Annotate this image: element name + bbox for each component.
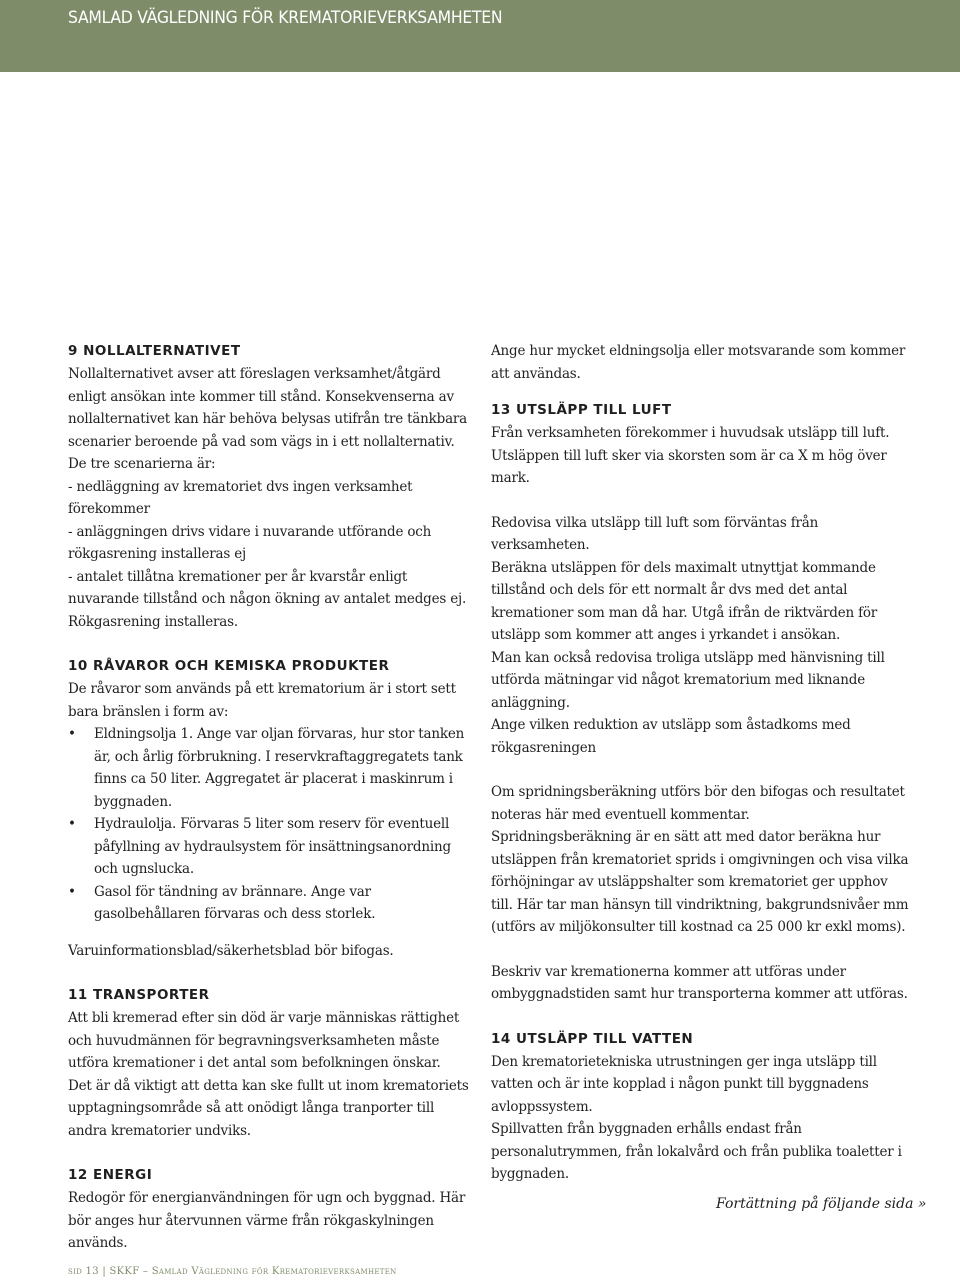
header-bar (0, 0, 960, 72)
section-13-p7: Om spridningsberäkning utförs bör den bifogas och resultatet noteras här med eventuell kommentar. (491, 784, 905, 823)
section-10-heading: 10 RÅVAROR OCH KEMISKA PRODUKTER (68, 658, 390, 674)
left-column (68, 340, 473, 1255)
section-13-p4: Beräkna utsläppen för dels maximalt utnyttjat kommande tillstånd och dels för ett normalt år dvs med det antal kremationer som man då har. Utgå ifrån de riktvärden för utsläpp som kommer att anges i yrkandet i ansökan. (491, 559, 878, 643)
section-14-p1: Den krematorietekniska utrustningen ger inga utsläpp till vatten och är inte kopplad i någon punkt till byggnadens avloppssystem. (491, 1053, 877, 1115)
fuel-usage-text: Ange hur mycket eldningsolja eller motsvarande som kommer att användas. (491, 343, 906, 382)
section-12-heading: 12 ENERGI (68, 1167, 153, 1183)
section-13-p2: Utsläppen till luft sker via skorsten som är ca X m hög över mark. (491, 447, 887, 486)
section-13-heading: 13 UTSLÄPP TILL LUFT (491, 402, 672, 418)
section-13-p1: Från verksamheten förekommer i huvudsak utsläpp till luft. (491, 425, 890, 441)
section-10-note: Varuinformationsblad/säkerhetsblad bör bifogas. (68, 942, 394, 959)
scenario-item: - antalet tillåtna kremationer per år kvarstår enligt nuvarande tillstånd och någon ökning av antalet medges ej. Rökgasrening installeras. (68, 568, 467, 630)
right-column (491, 340, 911, 1186)
section-14-heading: 14 UTSLÄPP TILL VATTEN (491, 1030, 694, 1047)
section-13-p6: Ange vilken reduktion av utsläpp som åstadkoms med rökgasreningen (491, 717, 851, 756)
page-footer: sid 13 | SKKF – Samlad Vägledning för Krematorieverksamheten (68, 1266, 397, 1277)
section-13-p8: Spridningsberäkning är en sätt att med dator beräkna hur utsläppen från krematoriet sprids i omgivningen och visa vilka förhöjningar av utsläppshalter som krematoriet ger upphov till. Här tar man hänsyn till vindriktning, bakgrundsnivåer mm (utförs av miljökonsulter till kostnad ca 25 000 kr exkl moms). (491, 829, 909, 935)
section-10-intro: De råvaror som används på ett krematorium är i stort sett bara bränslen i form av: (68, 681, 456, 720)
scenario-item: - anläggningen drivs vidare i nuvarande utförande och rökgasrening installeras ej (68, 523, 432, 562)
section-12-p1: Redogör för energianvändningen för ugn och byggnad. Här bör anges hur återvunnen värme från rökgaskylningen används. (68, 1190, 466, 1251)
section-9-list-intro: De tre scenarierna är: (68, 456, 216, 472)
document-title: SAMLAD VÄGLEDNING FÖR KREMATORIEVERKSAMHETEN (68, 8, 503, 28)
section-13-p9: Beskriv var kremationerna kommer att utföras under ombyggnadstiden samt hur transporterna kommer att utföras. (491, 963, 908, 1002)
raw-material-item: • Eldningsolja 1. Ange var oljan förvaras, hur stor tanken är, och årlig förbrukning. I reservkraftaggregatets tank finns ca 50 liter. Aggregatet är placerat i maskinrum i byggnaden. (68, 723, 473, 813)
section-11-p2: Det är då viktigt att detta kan ske fullt ut inom krematoriets upptagningsområde så att onödigt långa tranporter till andra krematorier undviks. (68, 1077, 469, 1139)
section-9-intro: Nollalternativet avser att föreslagen verksamhet/åtgärd enligt ansökan inte kommer till stånd. Konsekvenserna av nollalternativet kan här behöva belysas utifrån tre tänkbara scenarier beroende på vad som vägs in i ett nollalternativ. (68, 366, 468, 450)
section-13-p3: Redovisa vilka utsläpp till luft som förväntas från verksamheten. (491, 514, 819, 553)
raw-material-item: • Hydraulolja. Förvaras 5 liter som reserv för eventuell påfyllning av hydraulsystem för insättningsanordning och ugnslucka. (68, 813, 473, 881)
section-13-p5: Man kan också redovisa troliga utsläpp med hänvisning till utförda mätningar vid något krematorium med liknande anläggning. (491, 649, 885, 711)
section-9-heading: 9 NOLLALTERNATIVET (68, 343, 241, 359)
section-14-p2: Spillvatten från byggnaden erhålls endast från personalutrymmen, från lokalvård och från publika toaletter i byggnaden. (491, 1121, 902, 1182)
section-11-p1: Att bli kremerad efter sin död är varje människas rättighet och huvudmännen för begravningsverksamheten måste utföra kremationer i det antal som befolkningen önskar. (68, 1010, 460, 1071)
continued-note: Fortättning på följande sida » (716, 1196, 927, 1212)
scenario-item: - nedläggning av krematoriet dvs ingen verksamhet förekommer (68, 478, 413, 517)
section-11-heading: 11 TRANSPORTER (68, 987, 210, 1003)
raw-material-item: • Gasol för tändning av brännare. Ange var gasolbehållaren förvaras och dess storlek. (68, 881, 473, 926)
raw-materials-list (68, 723, 473, 926)
